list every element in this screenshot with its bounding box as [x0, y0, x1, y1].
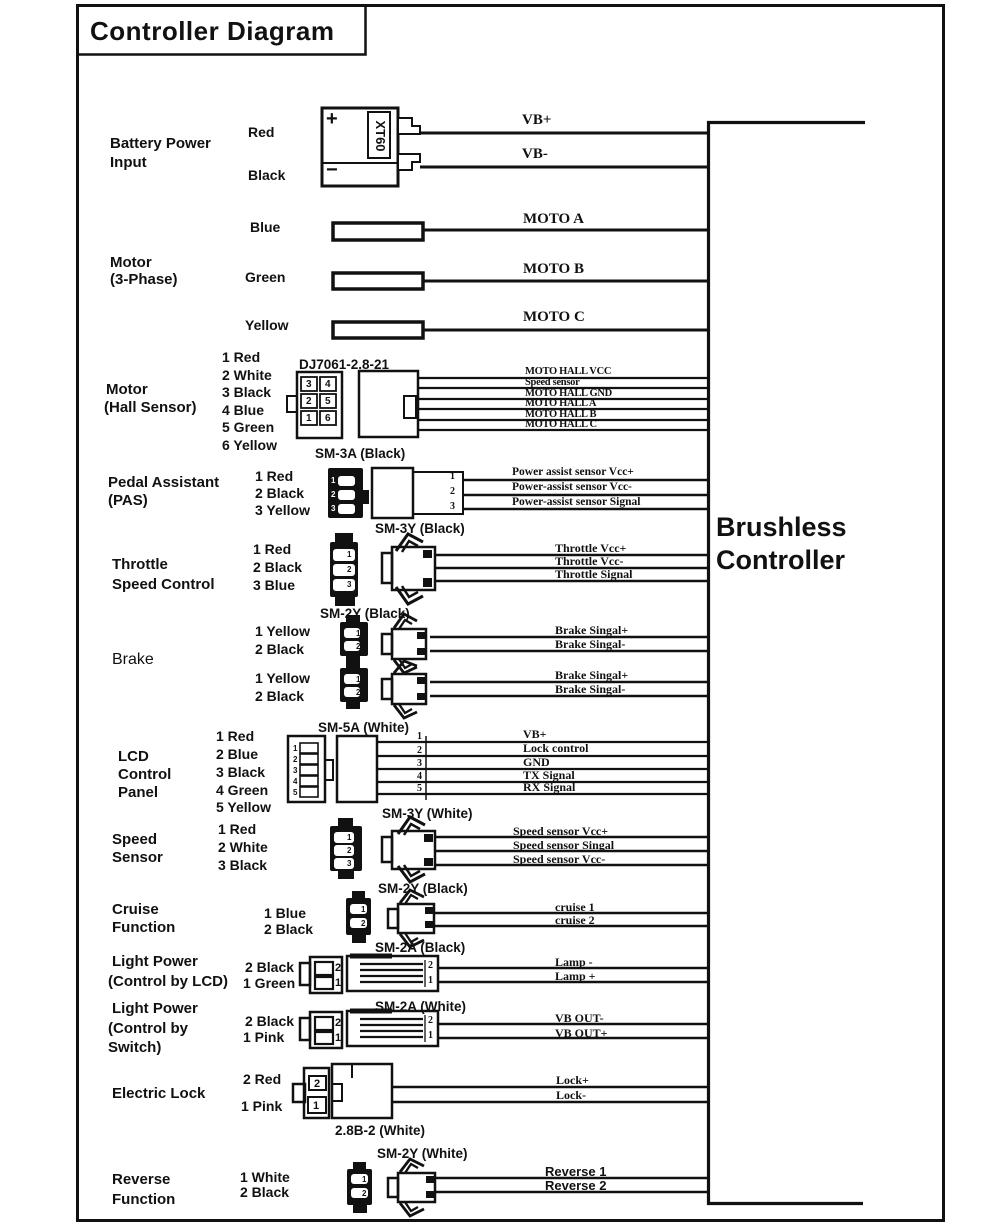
speed-pin-2: 2 [347, 846, 352, 855]
motor3-label-line1: Motor [110, 254, 152, 271]
pas-label-line1: Pedal Assistant [108, 474, 220, 491]
signal-cruise-2: cruise 2 [555, 913, 595, 927]
pas-wire-1: 1 Red [255, 468, 294, 484]
speed-connector [330, 817, 435, 882]
cruise-label-line2: Function [112, 919, 176, 936]
hall-pin-5: 5 [325, 396, 331, 407]
hall-pin-2: 2 [306, 396, 312, 407]
light-switch-connector-label: SM-2A (White) [375, 999, 466, 1014]
pas-wire-2: 2 Black [255, 485, 305, 501]
lock-label: Electric Lock [112, 1085, 206, 1102]
throttle-wire-3: 3 Blue [253, 577, 296, 593]
pas-female-pin-1: 1 [450, 471, 455, 482]
signal-moto-a: MOTO A [523, 211, 584, 227]
signal-pas-vcc-plus: Power assist sensor Vcc+ [512, 466, 634, 478]
signal-pas-signal: Power-assist sensor Signal [512, 496, 641, 508]
light-lcd-wire-2: 1 Green [243, 975, 296, 991]
cruise-connector-label: SM-2Y (Black) [378, 881, 468, 896]
controller-name-line2: Controller [716, 545, 846, 575]
signal-speed-singal: Speed sensor Singal [513, 838, 615, 852]
lock-connector [293, 1064, 392, 1118]
lcd-male-pin-5: 5 [293, 788, 298, 797]
pas-connector [328, 468, 463, 518]
hall-pin-6: 6 [325, 413, 331, 424]
throttle-pin-1: 1 [347, 550, 352, 559]
battery-label-line1: Battery Power [110, 135, 211, 152]
lcd-female-pin-3: 3 [417, 758, 422, 769]
page-title: Controller Diagram [90, 16, 335, 46]
throttle-label-line2: Speed Control [112, 576, 215, 593]
lcd-wire-2: 2 Blue [216, 746, 259, 762]
cruise-wire-1: 1 Blue [264, 905, 307, 921]
reverse-pin-1: 1 [362, 1175, 367, 1184]
lock-pin-1: 1 [313, 1100, 320, 1112]
throttle-label-line1: Throttle [112, 556, 168, 573]
signal-lock-plus: Lock+ [556, 1073, 589, 1087]
brake-label: Brake [112, 651, 154, 668]
brake-connector-label: SM-2Y (Black) [320, 606, 410, 621]
signal-lcd-rx: RX Signal [523, 780, 576, 794]
signal-lcd-lock-control: Lock control [523, 741, 589, 755]
light-lcd-female-pin-2: 2 [428, 960, 433, 971]
signal-brake2-minus: Brake Singal- [555, 682, 626, 696]
signal-moto-c: MOTO C [523, 309, 585, 325]
light-switch-wire-2: 1 Pink [243, 1029, 285, 1045]
throttle-connector-label: SM-3Y (Black) [375, 521, 465, 536]
lcd-female-pin-2: 2 [417, 745, 422, 756]
brake1-pin-1: 1 [356, 629, 361, 638]
hall-pin-4: 4 [325, 379, 331, 390]
speed-connector-label: SM-3Y (White) [382, 806, 473, 821]
battery-label-line2: Input [110, 154, 147, 171]
xt60-label: XT60 [373, 120, 388, 152]
brake2-pin-1: 1 [356, 675, 361, 684]
battery-wires [420, 133, 707, 167]
motor3-wire-yellow: Yellow [245, 317, 289, 333]
lcd-male-pin-4: 4 [293, 777, 298, 786]
light-lcd-connector-label: SM-2A (Black) [375, 940, 466, 955]
reverse-label-line1: Reverse [112, 1171, 171, 1188]
cruise-label-line1: Cruise [112, 901, 159, 918]
motor-phase-connectors [333, 223, 423, 338]
hall-label-line2: (Hall Sensor) [104, 399, 197, 416]
speed-pin-1: 1 [347, 833, 352, 842]
lock-wire-2: 1 Pink [241, 1098, 283, 1114]
signal-reverse-1: Reverse 1 [545, 1164, 607, 1179]
plus-symbol: + [326, 108, 338, 130]
signal-vb-minus: VB- [522, 146, 548, 162]
speed-wire-1: 1 Red [218, 821, 257, 837]
signal-hall-gnd: MOTO HALL GND [525, 388, 612, 399]
speed-label-line2: Sensor [112, 849, 163, 866]
brake2-pin-2: 2 [356, 688, 361, 697]
signal-brake1-plus: Brake Singal+ [555, 623, 629, 637]
light-switch-male-pin-2: 2 [335, 1017, 342, 1029]
light-switch-label-line3: Switch) [108, 1039, 162, 1056]
signal-throttle-vcc-plus: Throttle Vcc+ [555, 541, 627, 555]
light-switch-label-line2: (Control by [108, 1020, 188, 1037]
pas-male-pin-1: 1 [331, 476, 336, 485]
pas-male-pin-3: 3 [331, 504, 336, 513]
signal-reverse-2: Reverse 2 [545, 1178, 607, 1193]
lcd-male-pin-3: 3 [293, 766, 298, 775]
pas-female-pin-3: 3 [450, 501, 455, 512]
hall-wire-4: 4 Blue [222, 402, 265, 418]
light-switch-female-pin-2: 2 [428, 1015, 433, 1026]
light-switch-female-pin-1: 1 [428, 1030, 433, 1041]
signal-cruise-1: cruise 1 [555, 900, 595, 914]
motor3-wire-green: Green [245, 269, 286, 285]
hall-pin-3: 3 [306, 379, 312, 390]
lcd-label-line3: Panel [118, 784, 159, 801]
pas-female-pin-2: 2 [450, 486, 455, 497]
reverse-connector [347, 1159, 435, 1216]
hall-wire-3: 3 Black [222, 384, 272, 400]
lcd-female-pin-4: 4 [417, 771, 422, 782]
reverse-wire-2: 2 Black [240, 1184, 290, 1200]
lcd-wire-3: 3 Black [216, 764, 266, 780]
lcd-female-pin-5: 5 [417, 783, 422, 794]
signal-lamp-minus: Lamp - [555, 955, 593, 969]
lock-wire-1: 2 Red [243, 1071, 282, 1087]
lcd-male-pin-1: 1 [293, 744, 298, 753]
brake2-wire-2: 2 Black [255, 688, 305, 704]
reverse-label-line2: Function [112, 1191, 176, 1208]
brake1-wire-2: 2 Black [255, 641, 305, 657]
signal-vb-plus: VB+ [522, 112, 552, 128]
pas-connector-label: SM-3A (Black) [315, 446, 406, 461]
hall-label-line1: Motor [106, 381, 148, 398]
reverse-pin-2: 2 [362, 1189, 367, 1198]
light-lcd-wire-1: 2 Black [245, 959, 295, 975]
light-switch-wire-1: 2 Black [245, 1013, 295, 1029]
reverse-wire-1: 1 White [240, 1169, 290, 1185]
lcd-wire-4: 4 Green [216, 782, 269, 798]
signal-lamp-plus: Lamp + [555, 969, 596, 983]
motor3-label-line2: (3-Phase) [110, 271, 178, 288]
motor3-wire-blue: Blue [250, 219, 281, 235]
signal-brake2-plus: Brake Singal+ [555, 668, 629, 682]
lock-wires [392, 1087, 707, 1102]
lcd-wire-5: 5 Yellow [216, 799, 271, 815]
signal-lcd-tx: TX Signal [523, 768, 575, 782]
pas-wire-3: 3 Yellow [255, 502, 310, 518]
battery-wire-red: Red [248, 124, 275, 140]
light-switch-connector [300, 1011, 438, 1048]
throttle-pin-3: 3 [347, 580, 352, 589]
cruise-pin-2: 2 [361, 919, 366, 928]
light-lcd-male-pin-1: 1 [335, 977, 342, 989]
hall-wire-1: 1 Red [222, 349, 261, 365]
lcd-wire-1: 1 Red [216, 728, 255, 744]
signal-hall-vcc: MOTO HALL VCC [525, 366, 612, 377]
controller-box [707, 121, 865, 1205]
speed-wire-2: 2 White [218, 839, 268, 855]
light-lcd-label-line2: (Control by LCD) [108, 973, 228, 990]
light-switch-male-pin-1: 1 [335, 1032, 342, 1044]
minus-symbol: − [326, 159, 338, 181]
throttle-wire-2: 2 Black [253, 559, 303, 575]
speed-wire-3: 3 Black [218, 857, 268, 873]
pas-male-pin-2: 2 [331, 490, 336, 499]
signal-hall-b: MOTO HALL B [525, 409, 597, 420]
lock-pin-2: 2 [314, 1078, 321, 1090]
lcd-label-line2: Control [118, 766, 172, 783]
signal-speed-vcc-minus: Speed sensor Vcc- [513, 852, 606, 866]
lcd-label-line1: LCD [118, 748, 149, 765]
signal-vb-out-minus: VB OUT- [555, 1011, 604, 1025]
brake2-wire-1: 1 Yellow [255, 670, 310, 686]
speed-label-line1: Speed [112, 831, 158, 848]
throttle-pin-2: 2 [347, 565, 352, 574]
light-lcd-label-line1: Light Power [112, 953, 198, 970]
signal-hall-c: MOTO HALL C [525, 419, 597, 430]
throttle-connector [330, 533, 435, 606]
signal-speed-sensor: Speed sensor [525, 377, 580, 388]
signal-throttle-signal: Throttle Signal [555, 567, 633, 581]
reverse-connector-label: SM-2Y (White) [377, 1146, 468, 1161]
signal-lock-minus: Lock- [556, 1088, 586, 1102]
lock-connector-label: 2.8B-2 (White) [335, 1123, 426, 1138]
signal-throttle-vcc-minus: Throttle Vcc- [555, 554, 624, 568]
hall-connector-label: DJ7061-2.8-21 [299, 357, 390, 372]
brake1-pin-2: 2 [356, 642, 361, 651]
signal-lcd-gnd: GND [523, 755, 550, 769]
hall-wire-6: 6 Yellow [222, 437, 277, 453]
signal-moto-b: MOTO B [523, 261, 584, 277]
signal-brake1-minus: Brake Singal- [555, 637, 626, 651]
hall-wire-5: 5 Green [222, 419, 275, 435]
throttle-wire-1: 1 Red [253, 541, 292, 557]
lcd-connector-label: SM-5A (White) [318, 720, 409, 735]
cruise-wire-2: 2 Black [264, 921, 314, 937]
signal-speed-vcc-plus: Speed sensor Vcc+ [513, 824, 609, 838]
controller-name-line1: Brushless [716, 512, 847, 542]
signal-lcd-vb: VB+ [523, 727, 547, 741]
lcd-male-pin-2: 2 [293, 755, 298, 764]
battery-wire-black: Black [248, 167, 286, 183]
cruise-pin-1: 1 [361, 905, 366, 914]
signal-vb-out-plus: VB OUT+ [555, 1026, 608, 1040]
signal-pas-vcc-minus: Power-assist sensor Vcc- [512, 481, 632, 493]
light-switch-label-line1: Light Power [112, 1000, 198, 1017]
hall-wire-2: 2 White [222, 367, 272, 383]
lcd-female-pin-1: 1 [417, 731, 422, 742]
light-lcd-male-pin-2: 2 [335, 962, 342, 974]
light-lcd-connector [300, 956, 438, 993]
light-lcd-female-pin-1: 1 [428, 975, 433, 986]
signal-hall-a: MOTO HALL A [525, 398, 597, 409]
brake1-wire-1: 1 Yellow [255, 623, 310, 639]
pas-label-line2: (PAS) [108, 492, 148, 509]
speed-pin-3: 3 [347, 859, 352, 868]
hall-pin-1: 1 [306, 413, 312, 424]
cruise-connector [346, 890, 434, 947]
